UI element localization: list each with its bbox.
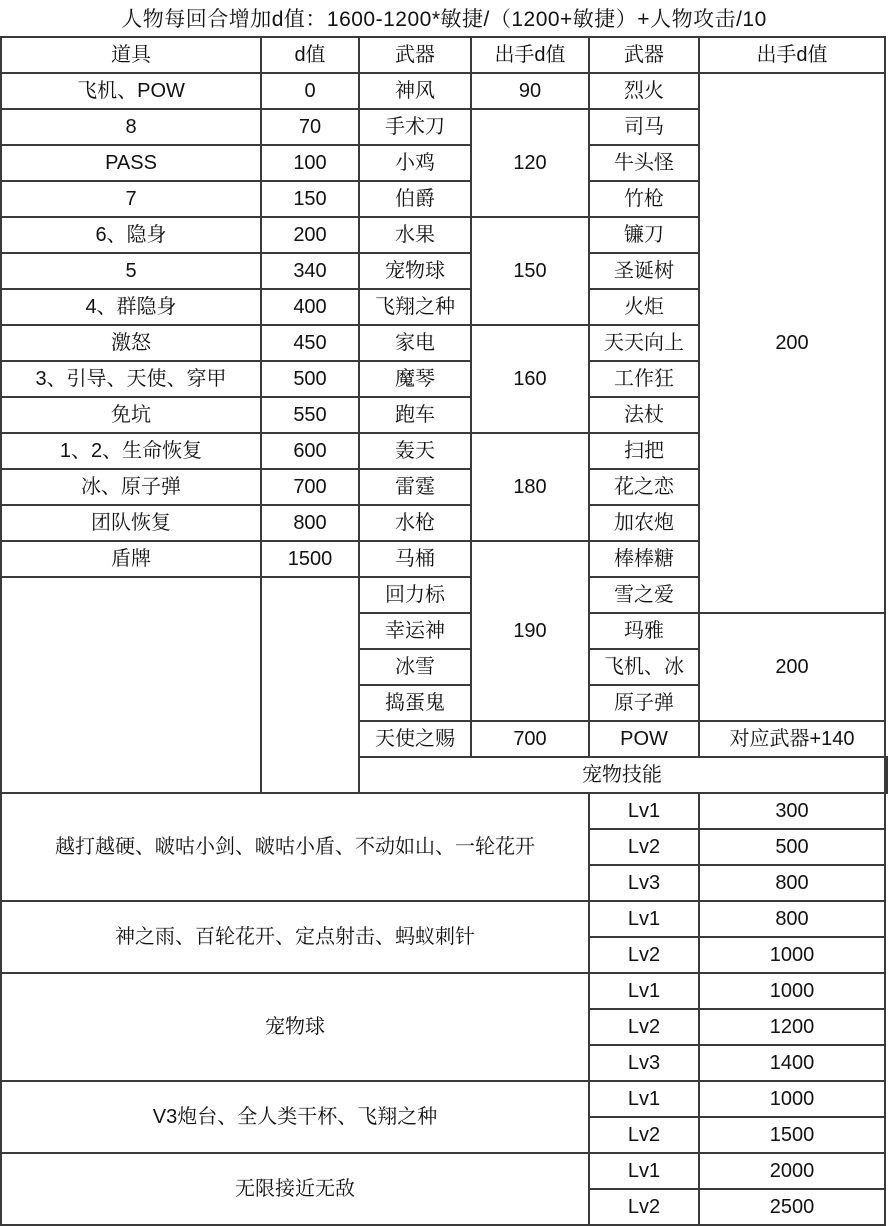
item-dvalue: 340 [261,253,359,289]
main-table [0,36,888,1226]
item-dvalue: 800 [261,505,359,541]
weapon-left-name: 雷霆 [359,469,471,505]
weapon-left-name: 家电 [359,325,471,361]
weapon-left-name: 水果 [359,217,471,253]
blank-cell [261,577,359,793]
item-dvalue: 600 [261,433,359,469]
weapon-right-name: 工作狂 [589,361,699,397]
weapon-right-name: POW [589,721,699,757]
pet-skill-level: Lv1 [589,973,699,1009]
pet-skill-level: Lv1 [589,1081,699,1117]
pet-skill-dvalue: 500 [699,829,885,865]
pet-skill-dvalue: 2000 [699,1153,885,1189]
weapon-left-dvalue: 150 [471,217,589,325]
table-header-row [1,37,887,73]
pet-skill-row [1,901,887,937]
main-table-body [1,37,887,1225]
weapon-right-name: 加农炮 [589,505,699,541]
pet-skill-name: 宠物球 [1,973,589,1081]
weapon-right-name: 花之恋 [589,469,699,505]
header-weapon-2: 武器 [589,37,699,73]
pet-skill-dvalue: 1000 [699,937,885,973]
weapon-left-name: 手术刀 [359,109,471,145]
item-dvalue: 500 [261,361,359,397]
pet-skill-level: Lv2 [589,829,699,865]
weapon-right-name: 雪之爱 [589,577,699,613]
weapon-right-name: 扫把 [589,433,699,469]
weapon-right-dvalue: 200 [699,613,885,721]
weapon-right-name: 司马 [589,109,699,145]
header-item: 道具 [1,37,261,73]
weapon-right-name: 玛雅 [589,613,699,649]
item-name: 冰、原子弹 [1,469,261,505]
weapon-right-dvalue: 200 [699,73,885,613]
pet-skill-level: Lv3 [589,1045,699,1081]
weapon-left-dvalue: 700 [471,721,589,757]
pet-skill-row [1,1081,887,1117]
item-name: PASS [1,145,261,181]
weapon-left-dvalue: 120 [471,109,589,217]
pet-skill-dvalue: 1200 [699,1009,885,1045]
item-name: 1、2、生命恢复 [1,433,261,469]
pet-skill-name: V3炮台、全人类干杯、飞翔之种 [1,1081,589,1153]
weapon-left-dvalue: 180 [471,433,589,541]
item-dvalue: 70 [261,109,359,145]
pet-skill-dvalue: 800 [699,865,885,901]
item-name: 激怒 [1,325,261,361]
weapon-left-name: 轰天 [359,433,471,469]
pet-skill-level: Lv3 [589,865,699,901]
table-row [1,73,887,109]
item-dvalue: 700 [261,469,359,505]
weapon-left-dvalue: 90 [471,73,589,109]
item-dvalue: 450 [261,325,359,361]
weapon-left-name: 宠物球 [359,253,471,289]
weapon-left-name: 幸运神 [359,613,471,649]
pet-skill-dvalue: 300 [699,793,885,829]
weapon-left-name: 伯爵 [359,181,471,217]
pet-skill-level: Lv1 [589,793,699,829]
pet-skill-level: Lv2 [589,1009,699,1045]
pet-skill-level: Lv2 [589,1117,699,1153]
item-name: 盾牌 [1,541,261,577]
pet-skill-name: 无限接近无敌 [1,1153,589,1225]
pet-skill-dvalue: 1000 [699,1081,885,1117]
weapon-right-name: 烈火 [589,73,699,109]
header-action-dvalue-2: 出手d值 [699,37,885,73]
item-name: 团队恢复 [1,505,261,541]
weapon-right-name: 镰刀 [589,217,699,253]
pet-skill-dvalue: 1400 [699,1045,885,1081]
pet-skill-dvalue: 2500 [699,1189,885,1225]
weapon-left-name: 小鸡 [359,145,471,181]
pet-skill-name: 越打越硬、啵咕小剑、啵咕小盾、不动如山、一轮花开 [1,793,589,901]
item-dvalue: 1500 [261,541,359,577]
weapon-left-dvalue: 160 [471,325,589,433]
weapon-left-name: 捣蛋鬼 [359,685,471,721]
weapon-left-name: 回力标 [359,577,471,613]
header-weapon-1: 武器 [359,37,471,73]
weapon-left-name: 神风 [359,73,471,109]
item-name: 4、群隐身 [1,289,261,325]
weapon-left-name: 魔琴 [359,361,471,397]
page-title: 人物每回合增加d值：1600-1200*敏捷/（1200+敏捷）+人物攻击/10 [121,8,767,31]
weapon-left-name: 飞翔之种 [359,289,471,325]
pet-skill-level: Lv2 [589,1189,699,1225]
item-name: 免坑 [1,397,261,433]
pet-skill-level: Lv1 [589,1153,699,1189]
item-name: 3、引导、天使、穿甲 [1,361,261,397]
item-name: 8 [1,109,261,145]
weapon-right-name: 原子弹 [589,685,699,721]
item-dvalue: 400 [261,289,359,325]
weapon-left-name: 冰雪 [359,649,471,685]
weapon-left-dvalue: 190 [471,541,589,721]
pet-skill-row [1,1153,887,1189]
header-level-dvalue [886,757,887,793]
item-dvalue: 550 [261,397,359,433]
weapon-left-name: 马桶 [359,541,471,577]
weapon-right-name: 火炬 [589,289,699,325]
pet-skill-dvalue: 1500 [699,1117,885,1153]
weapon-right-dvalue: 对应武器+140 [699,721,885,757]
pet-skill-row [1,793,887,829]
item-dvalue: 200 [261,217,359,253]
header-dvalue: d值 [261,37,359,73]
pet-skill-row [1,973,887,1009]
weapon-right-name: 牛头怪 [589,145,699,181]
header-action-dvalue-1: 出手d值 [471,37,589,73]
item-dvalue: 0 [261,73,359,109]
blank-cell [1,577,261,793]
weapon-right-name: 棒棒糖 [589,541,699,577]
item-name: 5 [1,253,261,289]
weapon-right-name: 竹枪 [589,181,699,217]
item-name: 6、隐身 [1,217,261,253]
item-name: 飞机、POW [1,73,261,109]
item-dvalue: 150 [261,181,359,217]
pet-skill-level: Lv2 [589,937,699,973]
weapon-left-name: 天使之赐 [359,721,471,757]
item-dvalue: 100 [261,145,359,181]
header-pet-skill: 宠物技能 [359,757,885,793]
weapon-right-name: 飞机、冰 [589,649,699,685]
weapon-right-name: 圣诞树 [589,253,699,289]
pet-skill-dvalue: 800 [699,901,885,937]
pet-skill-name: 神之雨、百轮花开、定点射击、蚂蚁刺针 [1,901,589,973]
item-name: 7 [1,181,261,217]
pet-skill-level: Lv1 [589,901,699,937]
weapon-left-name: 水枪 [359,505,471,541]
weapon-right-name: 天天向上 [589,325,699,361]
pet-skill-dvalue: 1000 [699,973,885,1009]
weapon-left-name: 跑车 [359,397,471,433]
weapon-right-name: 法杖 [589,397,699,433]
